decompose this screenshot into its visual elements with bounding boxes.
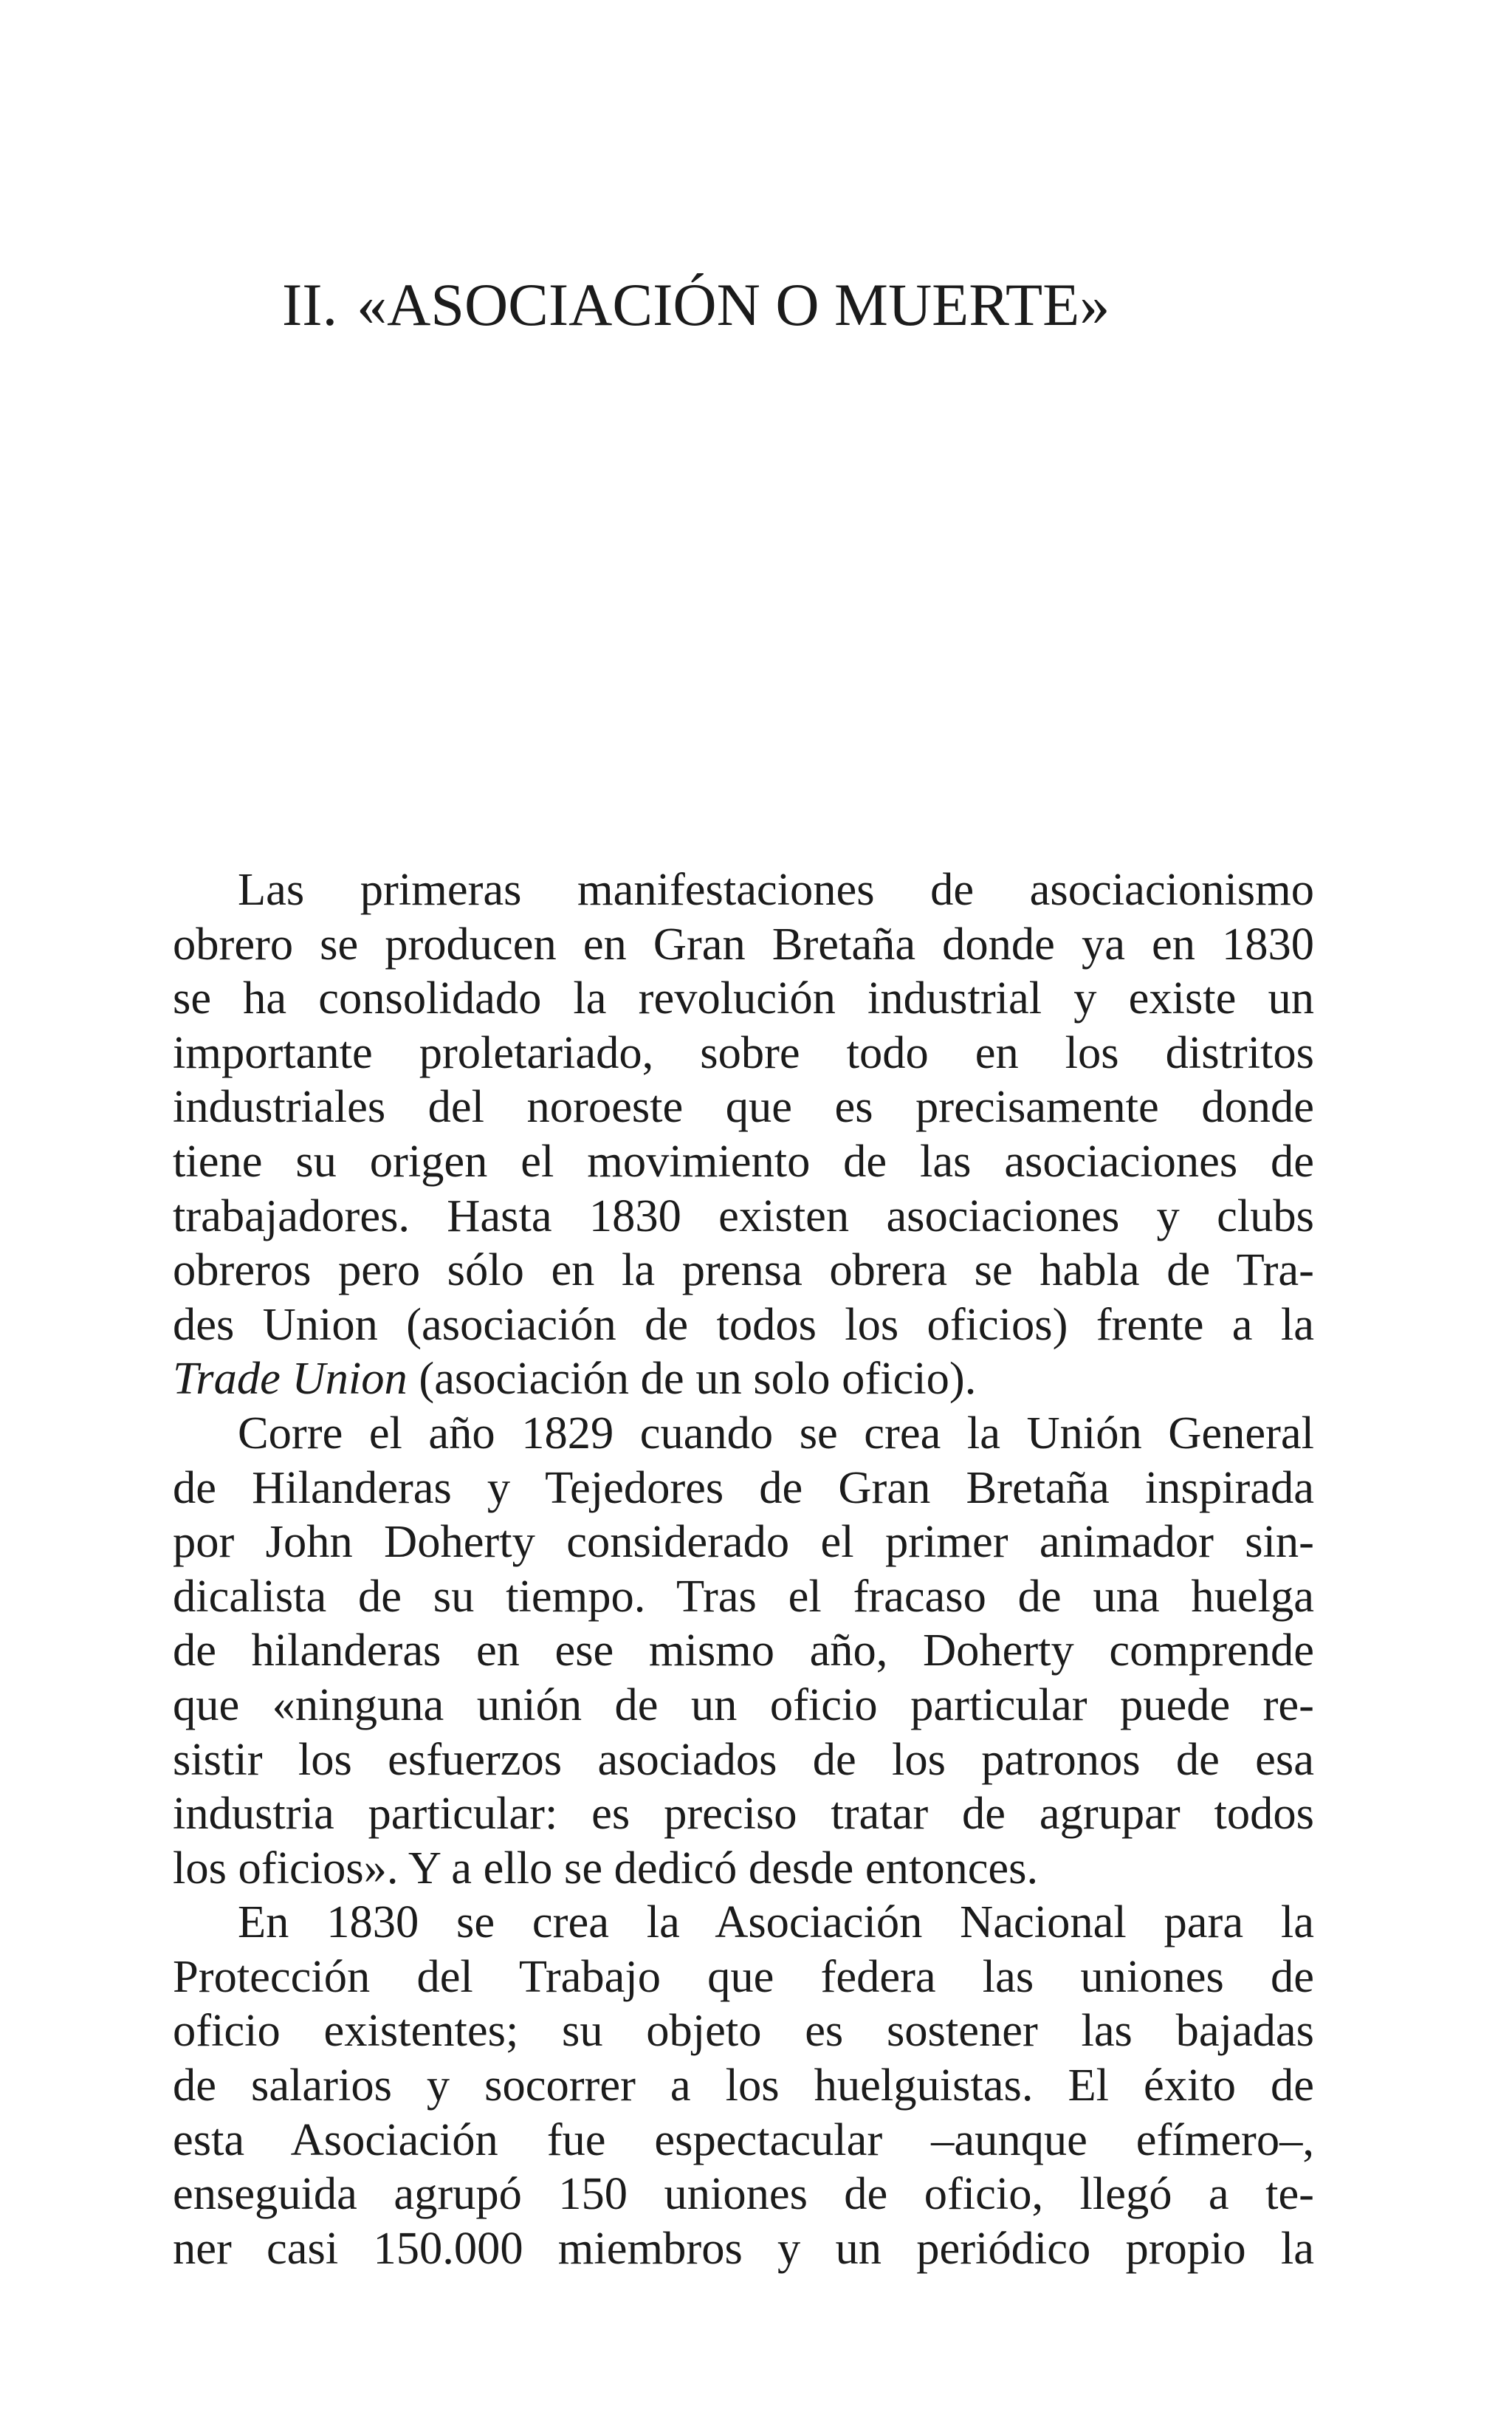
text-line: des Union (asociación de todos los oficios) frente a la bbox=[173, 1298, 1314, 1350]
text-line: Corre el año 1829 cuando se crea la Unión General bbox=[238, 1406, 1314, 1459]
body-text bbox=[173, 863, 1314, 2275]
chapter-number: II. bbox=[282, 271, 338, 338]
text-line: obrero se producen en Gran Bretaña donde ya en 1830 bbox=[173, 917, 1314, 970]
text-line: ner casi 150.000 miembros y un periódico propio la bbox=[173, 2221, 1314, 2274]
text-line: de salarios y socorrer a los huelguistas. El éxito de bbox=[173, 2059, 1314, 2111]
text-line: industriales del noroeste que es precisamente donde bbox=[173, 1080, 1314, 1133]
text-line: oficio existentes; su objeto es sostener las bajadas bbox=[173, 2004, 1314, 2057]
text-line: enseguida agrupó 150 uniones de oficio, llegó a te- bbox=[173, 2168, 1314, 2220]
chapter-heading: «ASOCIACIÓN O MUERTE» bbox=[357, 271, 1110, 338]
text-line: En 1830 se crea la Asociación Nacional para la bbox=[238, 1896, 1314, 1948]
text-line bbox=[173, 1351, 1314, 1406]
text-line: tiene su origen el movimiento de las asociaciones de bbox=[173, 1134, 1314, 1187]
text-line: esta Asociación fue espectacular –aunque efímero–, bbox=[173, 2113, 1314, 2165]
text-line: de Hilanderas y Tejedores de Gran Bretaña inspirada bbox=[173, 1461, 1314, 1513]
text-line: de hilanderas en ese mismo año, Doherty comprende bbox=[173, 1624, 1314, 1676]
text-line: trabajadores. Hasta 1830 existen asociaciones y clubs bbox=[173, 1189, 1314, 1241]
text-line: sistir los esfuerzos asociados de los patronos de esa bbox=[173, 1733, 1314, 1785]
paragraph-3 bbox=[173, 1895, 1314, 2275]
text-line: Protección del Trabajo que federa las uniones de bbox=[173, 1950, 1314, 2002]
text-line: por John Doherty considerado el primer animador sin- bbox=[173, 1515, 1314, 1568]
text-line: se ha consolidado la revolución industrial y existe un bbox=[173, 972, 1314, 1024]
text-line: dicalista de su tiempo. Tras el fracaso de una huelga bbox=[173, 1569, 1314, 1622]
text-line: obreros pero sólo en la prensa obrera se habla de Tra- bbox=[173, 1244, 1314, 1296]
text-span: (asociación de un solo oficio). bbox=[407, 1352, 977, 1405]
text-line: industria particular: es preciso tratar de agrupar todos bbox=[173, 1787, 1314, 1840]
text-line: Las primeras manifestaciones de asociacionismo bbox=[238, 863, 1314, 915]
paragraph-1 bbox=[173, 863, 1314, 1406]
chapter-title bbox=[282, 271, 1110, 338]
text-line: importante proletariado, sobre todo en los distritos bbox=[173, 1026, 1314, 1078]
italic-term: Trade Union bbox=[173, 1352, 408, 1405]
text-line: los oficios». Y a ello se dedicó desde entonces. bbox=[173, 1841, 1039, 1894]
paragraph-2 bbox=[173, 1406, 1314, 1895]
text-line: que «ninguna unión de un oficio particular puede re- bbox=[173, 1678, 1314, 1730]
